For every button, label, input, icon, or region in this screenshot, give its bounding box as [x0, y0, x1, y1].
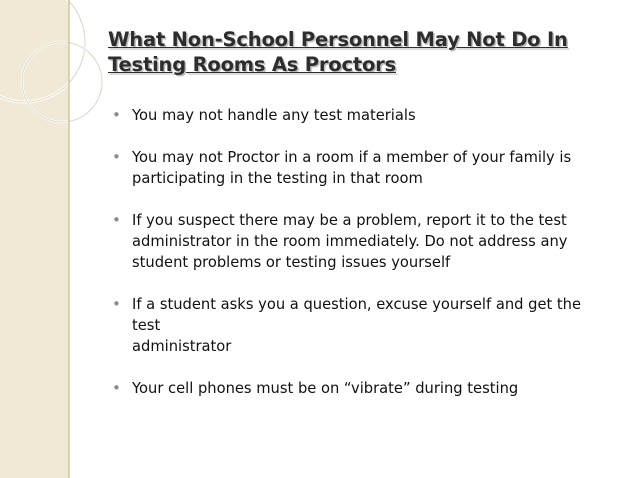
- bullet-icon: •: [112, 106, 121, 124]
- bullet-text: administrator: [132, 338, 232, 355]
- bullet-list: [112, 105, 612, 399]
- bullet-text: You may not handle any test materials: [132, 107, 416, 124]
- title-line-2: Testing Rooms As Proctors: [108, 53, 396, 76]
- slide-title: [108, 27, 608, 77]
- bullet-item: [112, 294, 612, 357]
- bullet-item: [112, 378, 612, 399]
- bullet-item: [112, 210, 612, 273]
- bullet-text: You may not Proctor in a room if a member of your family is: [132, 149, 572, 166]
- bullet-icon: •: [112, 211, 121, 229]
- bullet-item: [112, 147, 612, 189]
- bullet-icon: •: [112, 295, 121, 313]
- title-line-1: What Non-School Personnel May Not Do In: [108, 28, 568, 51]
- bullet-text: Your cell phones must be on “vibrate” during testing: [132, 380, 519, 397]
- bullet-icon: •: [112, 379, 121, 397]
- bullet-text: If a student asks you a question, excuse yourself and get the test: [132, 296, 582, 334]
- bullet-item: [112, 105, 612, 126]
- bullet-text: If you suspect there may be a problem, report it to the test: [132, 212, 567, 229]
- left-band: [0, 0, 69, 478]
- bullet-text: participating in the testing in that room: [132, 170, 423, 187]
- bullet-text: student problems or testing issues yourself: [132, 254, 451, 271]
- bullet-text: administrator in the room immediately. Do not address any: [132, 233, 568, 250]
- bullet-icon: •: [112, 148, 121, 166]
